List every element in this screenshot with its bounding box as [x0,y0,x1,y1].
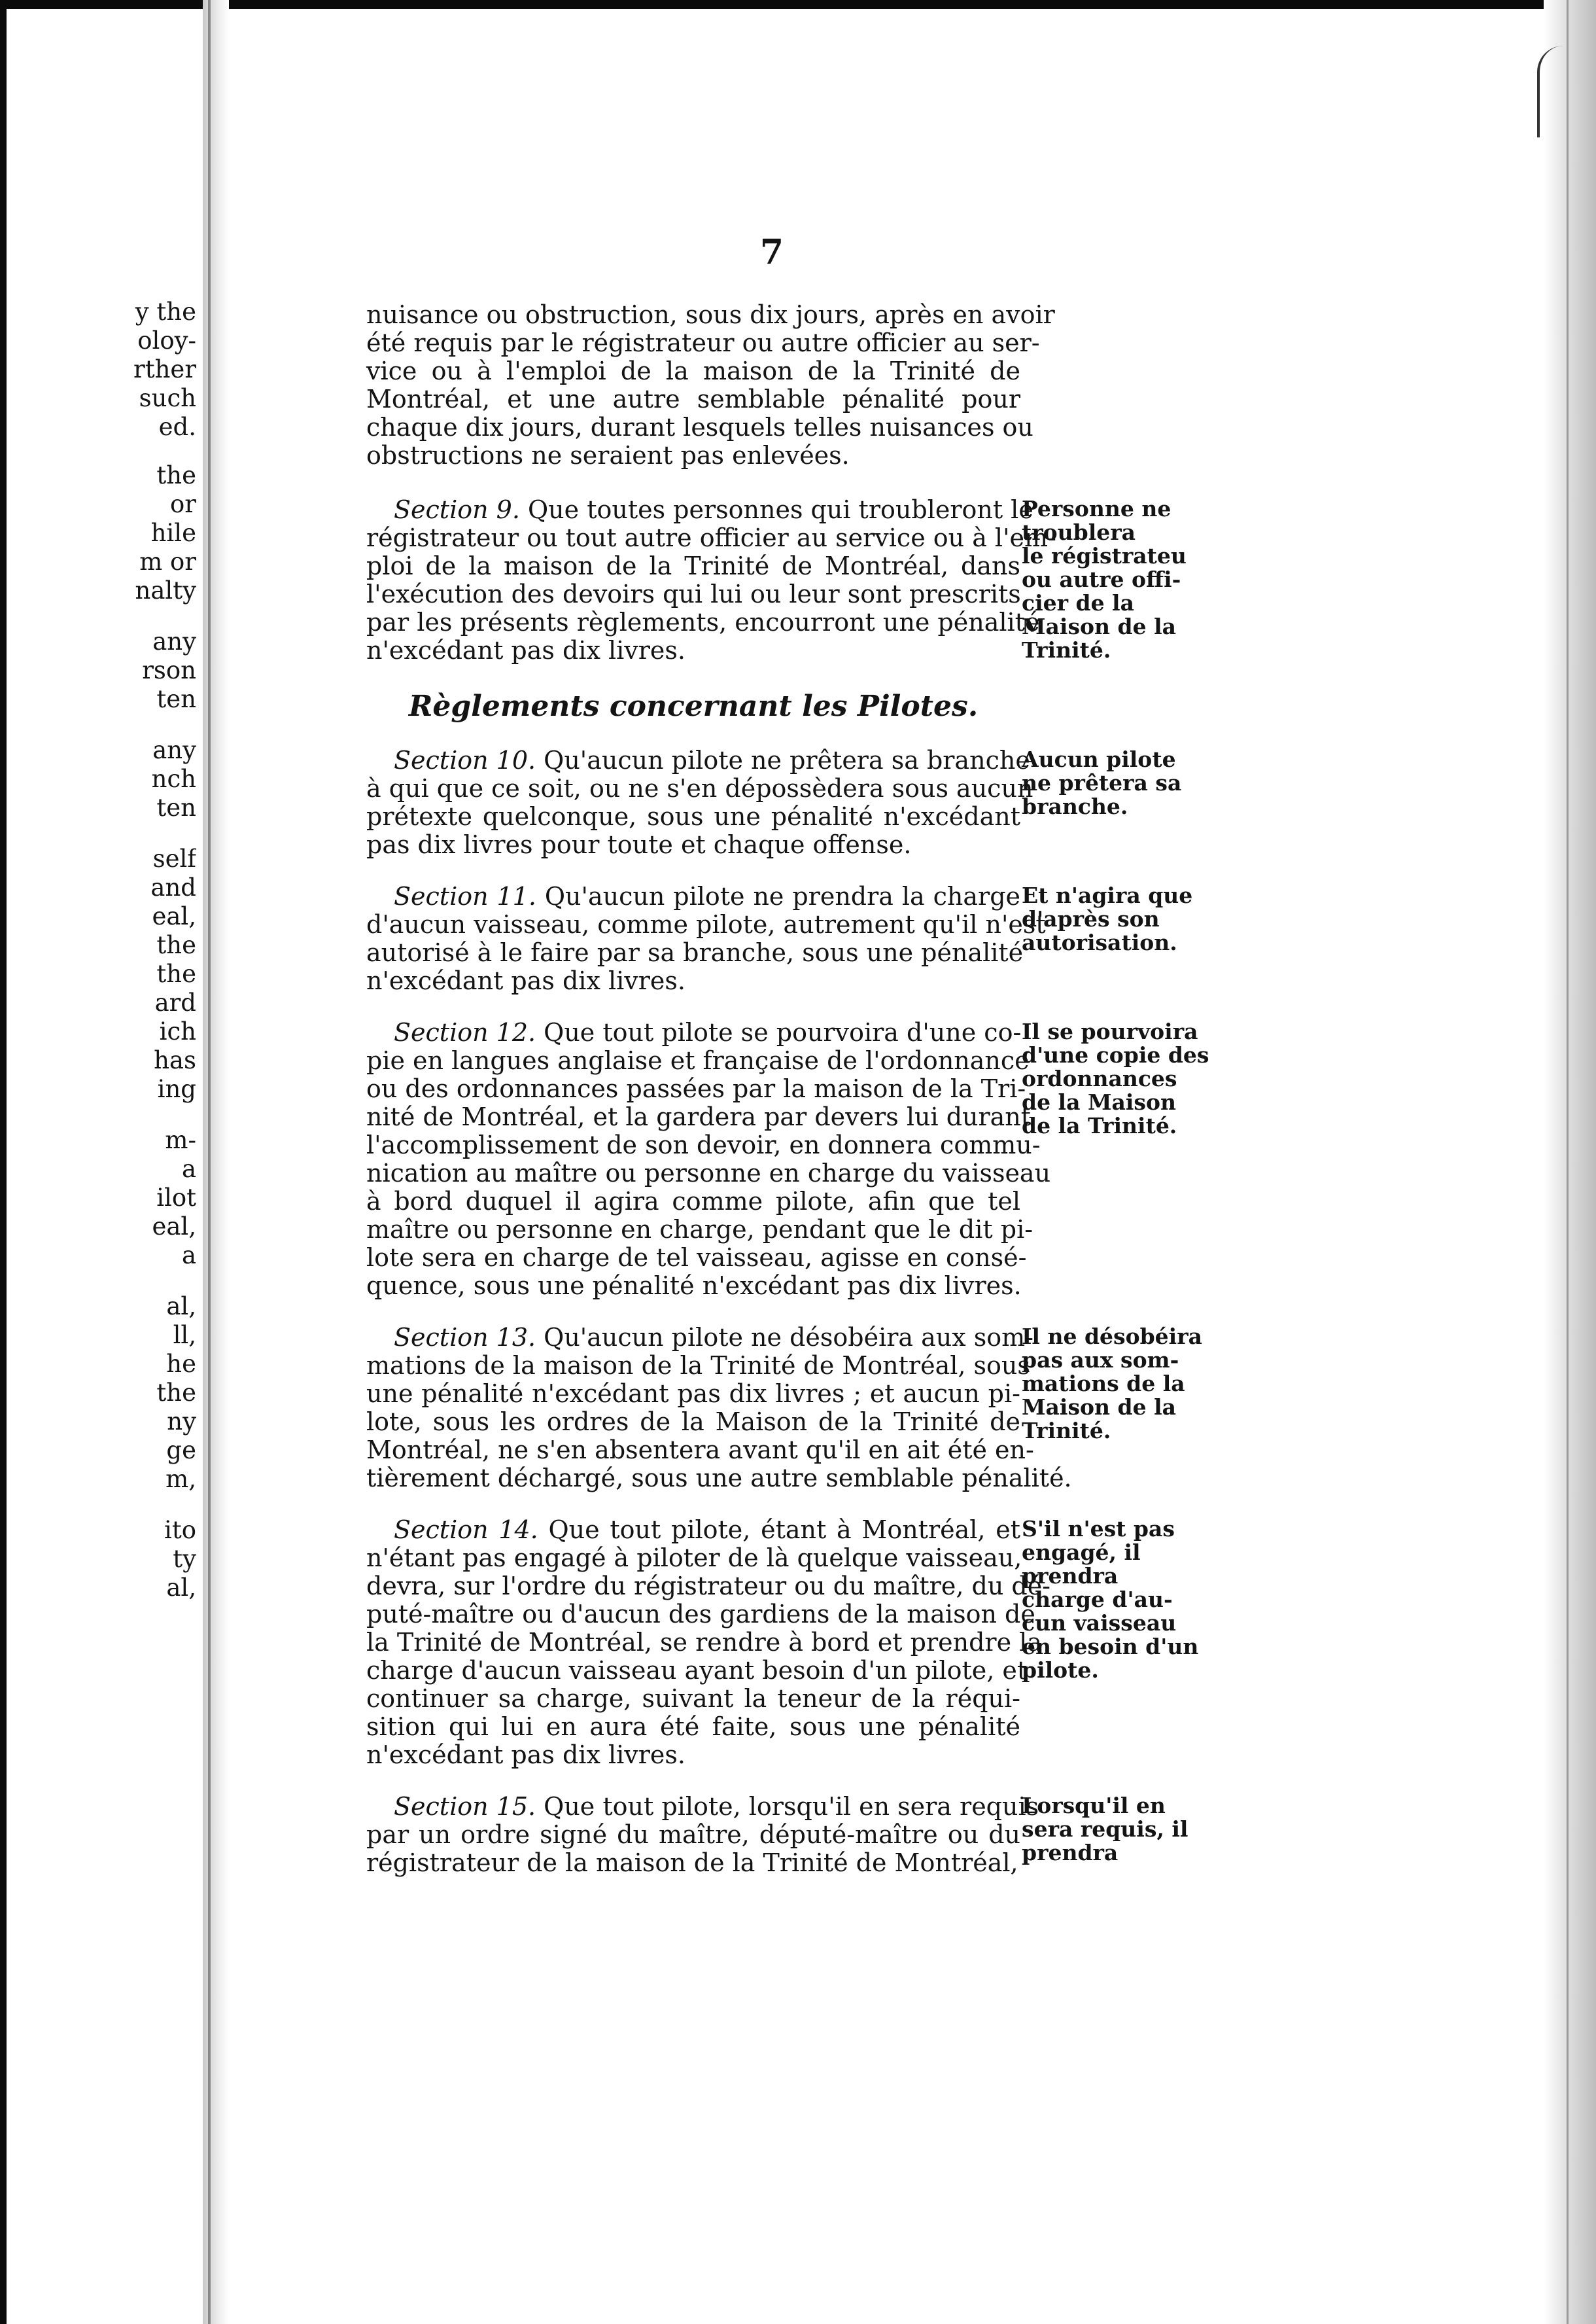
text-line: l'exécution des devoirs qui lui ou leur sont prescrits [366,580,1021,608]
previous-page-fragment-line: m or [139,548,196,576]
section-label: Section 10. [394,746,536,775]
marginal-note-line: Personne ne [1022,496,1171,521]
marginal-note-line: le régistrateu [1022,543,1187,569]
section-label: Section 13. [394,1323,536,1352]
marginal-note-line: mations de la [1022,1371,1185,1396]
previous-page-fragment-line: eal, [152,1212,196,1241]
binding-gutter-line [208,0,211,2324]
previous-page-fragment-line: ito [164,1516,196,1544]
section-first-line-text: Qu'aucun pilote ne prêtera sa branche [536,746,1030,775]
section-label: Section 11. [394,882,536,911]
text-line: à bord duquel il agira comme pilote, afin que tel [366,1187,1020,1216]
previous-page-fragment-line: a [181,1241,196,1269]
section-heading: Règlements concernant les Pilotes. [408,690,979,723]
text-line: régistrateur ou tout autre officier au service ou à l'em- [366,523,1056,552]
text-line: n'excédant pas dix livres. [366,966,685,995]
text-line: obstructions ne seraient pas enlevées. [366,441,850,470]
marginal-note [1022,496,1187,663]
section-12-paragraph [366,1018,1051,1300]
marginal-note-line: Aucun pilote [1022,747,1176,772]
section-first-line-text: Que toutes personnes qui troubleront le [519,495,1033,524]
previous-page-fragment-line: the [156,931,196,959]
section-label: Section 15. [394,1792,536,1821]
section-first-line-text: Qu'aucun pilote ne prendra la charge [536,882,1021,911]
section-label: Section 12. [394,1018,536,1047]
section-first-line-text: Que tout pilote, étant à Montréal, et [538,1515,1020,1544]
marginal-note-line: prendra [1022,1840,1119,1865]
marginal-note-line: Il se pourvoira [1022,1019,1198,1044]
section-label: Section 14. [394,1515,538,1544]
fragment-gap [0,714,196,736]
marginal-note-line: S'il n'est pas [1022,1516,1175,1541]
page-number: 7 [759,232,784,272]
marginal-note [1022,1516,1199,1683]
previous-page-fragment-line: ten [156,794,196,822]
section-first-line-text: Qu'aucun pilote ne désobéira aux som- [536,1323,1034,1352]
marginal-note-line: Maison de la [1022,614,1176,639]
text-line: ploi de la maison de la Trinité de Montréal, dans [366,552,1020,580]
previous-page-fragment-line: y the [135,298,196,326]
paragraph-spacer [366,1300,1020,1324]
fragment-gap [0,1270,196,1292]
previous-page-fragment-line: ll, [173,1321,196,1349]
text-line: mations de la maison de la Trinité de Montréal, sous [366,1351,1030,1380]
previous-page-fragment-line: ing [157,1075,196,1103]
text-line: continuer sa charge, suivant la teneur de la réqui- [366,1684,1020,1713]
text-line: maître ou personne en charge, pendant que le dit pi- [366,1215,1033,1244]
text-line: puté-maître ou d'aucun des gardiens de la maison de [366,1600,1035,1629]
section-13-paragraph [366,1323,1072,1492]
section-11-paragraph [366,882,1046,995]
previous-page-fragment-line: hile [150,519,196,547]
previous-page-fragment-line: nalty [135,576,196,605]
marginal-note-line: de la Trinité. [1022,1113,1177,1138]
marginal-note-line: d'après son [1022,906,1160,932]
intro-paragraph [366,300,1055,470]
text-line: pie en langues anglaise et française de l'ordonnance [366,1046,1030,1075]
previous-page-fragment-line: any [152,736,196,764]
previous-page-fragment-line: any [152,627,196,656]
text-line: par un ordre signé du maître, député-maître ou du [366,1820,1020,1849]
section-first-line [366,746,1030,775]
marginal-note-line: Il ne désobéira [1022,1324,1202,1349]
page-right-edge [1544,0,1596,2324]
previous-page-fragment-line: rther [133,355,196,383]
marginal-note-line: autorisation. [1022,930,1177,955]
fragment-gap [0,822,196,845]
marginal-note-line: en besoin d'un [1022,1634,1199,1659]
text-line: prétexte quelconque, sous une pénalité n'excédant [366,802,1020,831]
text-line: vice ou à l'emploi de la maison de la Trinité de [366,357,1020,385]
marginal-note [1022,1324,1202,1443]
marginal-note-line: cier de la [1022,590,1134,616]
paragraph-spacer [366,470,1020,496]
marginal-note [1022,883,1193,955]
text-line: chaque dix jours, durant lesquels telles nuisances ou [366,413,1033,442]
marginal-note [1022,747,1182,819]
previous-page-fragment-line: ny [167,1407,196,1435]
text-line: pas dix livres pour toute et chaque offense. [366,830,912,859]
previous-page-fragment-line: m- [165,1126,196,1154]
paragraph-spacer [366,723,1020,747]
text-line: Montréal, ne s'en absentera avant qu'il en ait été en- [366,1435,1034,1464]
section-first-line [366,1792,1039,1821]
previous-page-fragment-line: he [166,1350,196,1378]
section-first-line [366,1323,1034,1352]
previous-page-fragment-line: ten [156,685,196,713]
section-first-line-text: Que tout pilote se pourvoira d'une co- [536,1018,1022,1047]
marginal-note-line: Et n'agira que [1022,883,1193,908]
text-line: nuisance ou obstruction, sous dix jours, après en avoir [366,300,1055,329]
fragment-gap [0,605,196,627]
section-label: Section 9. [394,495,520,524]
text-line: la Trinité de Montréal, se rendre à bord et prendre la [366,1628,1042,1657]
fragment-gap [0,1494,196,1516]
section-10-paragraph [366,746,1033,859]
text-line: n'étant pas engagé à piloter de là quelque vaisseau, [366,1543,1022,1572]
text-line: Montréal, et une autre semblable pénalité pour [366,385,1020,414]
section-first-line [366,495,1033,524]
marginal-note-line: pas aux som- [1022,1347,1179,1373]
paragraph-spacer [366,1492,1020,1516]
previous-page-fragment-line: and [150,873,196,902]
marginal-note-line: Trinité. [1022,637,1111,663]
text-line: devra, sur l'ordre du régistrateur ou du maître, du dé- [366,1572,1051,1600]
previous-page-fragment-line: such [139,384,196,412]
text-line: nication au maître ou personne en charge du vaisseau [366,1159,1051,1188]
text-line: sition qui lui en aura été faite, sous une pénalité [366,1712,1020,1741]
previous-page-fragment-line: m, [165,1465,196,1493]
marginal-note-line: ne prêtera sa [1022,770,1182,796]
text-line: lote sera en charge de tel vaisseau, agisse en consé- [366,1243,1027,1272]
marginal-note-line: de la Maison [1022,1089,1176,1115]
page-curl [1537,46,1579,137]
section-first-line [366,883,1020,911]
previous-page-fragment-line: the [156,1379,196,1407]
section-first-line-text: Que tout pilote, lorsqu'il en sera requis [536,1792,1039,1821]
marginal-note-line: ou autre offi- [1022,567,1181,592]
previous-page-fragment-line: self [152,845,196,873]
previous-page-fragment-line: rson [142,656,196,684]
marginal-note-line: cun vaisseau [1022,1610,1177,1636]
section-first-line [366,1019,1020,1047]
text-line: autorisé à le faire par sa branche, sous une pénalité [366,938,1024,967]
marginal-note-line: d'une copie des [1022,1042,1209,1068]
paragraph-spacer [366,665,1020,690]
binding-gutter [203,0,229,2324]
previous-page-fragment-line: ty [173,1545,196,1573]
previous-page-fragment-line: has [154,1046,196,1074]
marginal-note-line: engagé, il [1022,1540,1141,1565]
previous-page-fragment-line: ich [159,1017,196,1046]
scan-border-top [0,0,1596,9]
previous-page-fragment-line: al, [166,1574,196,1602]
section-15-paragraph [366,1792,1039,1877]
previous-page-fragment-line: eal, [152,902,196,930]
text-line: charge d'aucun vaisseau ayant besoin d'un pilote, et [366,1656,1028,1685]
marginal-note-line: Maison de la [1022,1394,1176,1420]
paragraph-spacer [366,995,1020,1019]
previous-page-fragment-line: ed. [158,413,196,441]
text-line: nité de Montréal, et la gardera par devers lui durant [366,1102,1032,1131]
marginal-note-line: Lorsqu'il en [1022,1793,1166,1818]
marginal-note [1022,1019,1209,1138]
text-line: d'aucun vaisseau, comme pilote, autrement qu'il n'est [366,910,1046,939]
section-14-paragraph [366,1515,1051,1769]
previous-page-fragment-line: or [170,490,196,518]
previous-page-fragment-line: ilot [156,1184,196,1212]
previous-page-fragment-line: the [156,960,196,988]
section-first-line [366,1516,1020,1544]
text-line: lote, sous les ordres de la Maison de la Trinité de [366,1407,1020,1436]
text-line: quence, sous une pénalité n'excédant pas dix livres. [366,1271,1022,1300]
section-9-paragraph [366,495,1056,665]
fragment-gap [0,1104,196,1126]
marginal-note [1022,1793,1188,1865]
text-line: n'excédant pas dix livres. [366,636,685,665]
previous-page-fragment-line: ard [154,989,196,1017]
fragment-gap [0,442,196,461]
paragraph-spacer [366,859,1020,883]
text-line: à qui que ce soit, ou ne s'en dépossèdera sous aucun [366,774,1033,803]
marginal-note-line: Trinité. [1022,1418,1111,1443]
previous-page-fragment-line: oloy- [137,326,196,355]
page-right-edge-line [1567,0,1569,2324]
previous-page-fragment-line: nch [151,765,196,793]
text-line: n'excédant pas dix livres. [366,1740,685,1769]
paragraph-spacer [366,1769,1020,1793]
marginal-note-line: branche. [1022,794,1128,819]
marginal-note-line: prendra [1022,1563,1119,1589]
text-line: une pénalité n'excédant pas dix livres ; et aucun pi- [366,1379,1020,1408]
previous-page-fragment-line: the [156,461,196,489]
text-line: été requis par le régistrateur ou autre officier au ser- [366,328,1040,357]
text-line: l'accomplissement de son devoir, en donnera commu- [366,1131,1041,1159]
text-line: régistrateur de la maison de la Trinité de Montréal, [366,1848,1018,1877]
text-line: ou des ordonnances passées par la maison de la Tri- [366,1074,1026,1103]
marginal-note-line: charge d'au- [1022,1587,1173,1612]
text-line: par les présents règlements, encourront une pénalité [366,608,1040,637]
marginal-note-line: sera requis, il [1022,1816,1188,1842]
previous-page-fragment-line: a [181,1155,196,1183]
previous-page-fragment-line: al, [166,1292,196,1320]
marginal-note-line: pilote. [1022,1657,1099,1683]
main-text-column [366,300,1209,1877]
text-line: tièrement déchargé, sous une autre semblable pénalité. [366,1464,1072,1492]
marginal-note-line: ordonnances [1022,1066,1177,1091]
previous-page-fragments [0,298,196,1602]
marginal-note-line: troublera [1022,519,1136,545]
previous-page-fragment-line: ge [166,1436,196,1464]
